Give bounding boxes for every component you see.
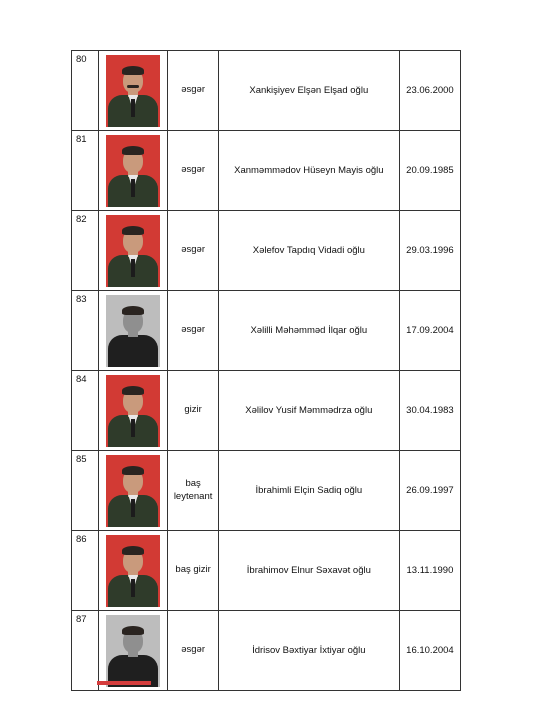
photo-cell xyxy=(98,611,168,691)
rank-cell: əsgər xyxy=(168,131,218,211)
roster-table xyxy=(71,50,461,691)
photo-cell xyxy=(98,131,168,211)
table-row xyxy=(72,131,461,211)
photo-cell xyxy=(98,51,168,131)
full-name-cell: İdrisov Bəxtiyar İxtiyar oğlu xyxy=(218,611,399,691)
next-row-photo-edge xyxy=(97,681,151,685)
portrait-photo xyxy=(106,455,160,527)
row-number: 82 xyxy=(72,211,99,291)
rank-cell: baş leytenant xyxy=(168,451,218,531)
row-number: 81 xyxy=(72,131,99,211)
table-row xyxy=(72,451,461,531)
portrait-photo xyxy=(106,295,160,367)
row-number: 85 xyxy=(72,451,99,531)
table-row xyxy=(72,291,461,371)
table-row xyxy=(72,531,461,611)
photo-cell xyxy=(98,211,168,291)
row-number: 87 xyxy=(72,611,99,691)
rank-cell: əsgər xyxy=(168,211,218,291)
table-row xyxy=(72,371,461,451)
rank-cell: baş gizir xyxy=(168,531,218,611)
birth-date-cell: 16.10.2004 xyxy=(399,611,460,691)
table-row xyxy=(72,51,461,131)
row-number: 80 xyxy=(72,51,99,131)
photo-cell xyxy=(98,371,168,451)
birth-date-cell: 26.09.1997 xyxy=(399,451,460,531)
photo-cell xyxy=(98,291,168,371)
rank-cell: gizir xyxy=(168,371,218,451)
portrait-photo xyxy=(106,215,160,287)
rank-cell: əsgər xyxy=(168,51,218,131)
full-name-cell: İbrahimli Elçin Sadiq oğlu xyxy=(218,451,399,531)
roster-body xyxy=(72,51,461,691)
full-name-cell: Xəlilov Yusif Məmmədrza oğlu xyxy=(218,371,399,451)
rank-cell: əsgər xyxy=(168,291,218,371)
photo-cell xyxy=(98,451,168,531)
row-number: 84 xyxy=(72,371,99,451)
table-row xyxy=(72,211,461,291)
birth-date-cell: 29.03.1996 xyxy=(399,211,460,291)
rank-cell: əsgər xyxy=(168,611,218,691)
portrait-photo xyxy=(106,535,160,607)
portrait-photo xyxy=(106,135,160,207)
full-name-cell: Xəlilli Məhəmməd İlqar oğlu xyxy=(218,291,399,371)
portrait-photo xyxy=(106,55,160,127)
photo-cell xyxy=(98,531,168,611)
full-name-cell: Xankişiyev Elşən Elşad oğlu xyxy=(218,51,399,131)
portrait-photo xyxy=(106,375,160,447)
birth-date-cell: 30.04.1983 xyxy=(399,371,460,451)
portrait-photo xyxy=(106,615,160,687)
birth-date-cell: 23.06.2000 xyxy=(399,51,460,131)
birth-date-cell: 13.11.1990 xyxy=(399,531,460,611)
table-row xyxy=(72,611,461,691)
birth-date-cell: 17.09.2004 xyxy=(399,291,460,371)
full-name-cell: İbrahimov Elnur Səxavət oğlu xyxy=(218,531,399,611)
birth-date-cell: 20.09.1985 xyxy=(399,131,460,211)
row-number: 86 xyxy=(72,531,99,611)
full-name-cell: Xəlefov Tapdıq Vidadi oğlu xyxy=(218,211,399,291)
row-number: 83 xyxy=(72,291,99,371)
full-name-cell: Xanməmmədov Hüseyn Mayis oğlu xyxy=(218,131,399,211)
